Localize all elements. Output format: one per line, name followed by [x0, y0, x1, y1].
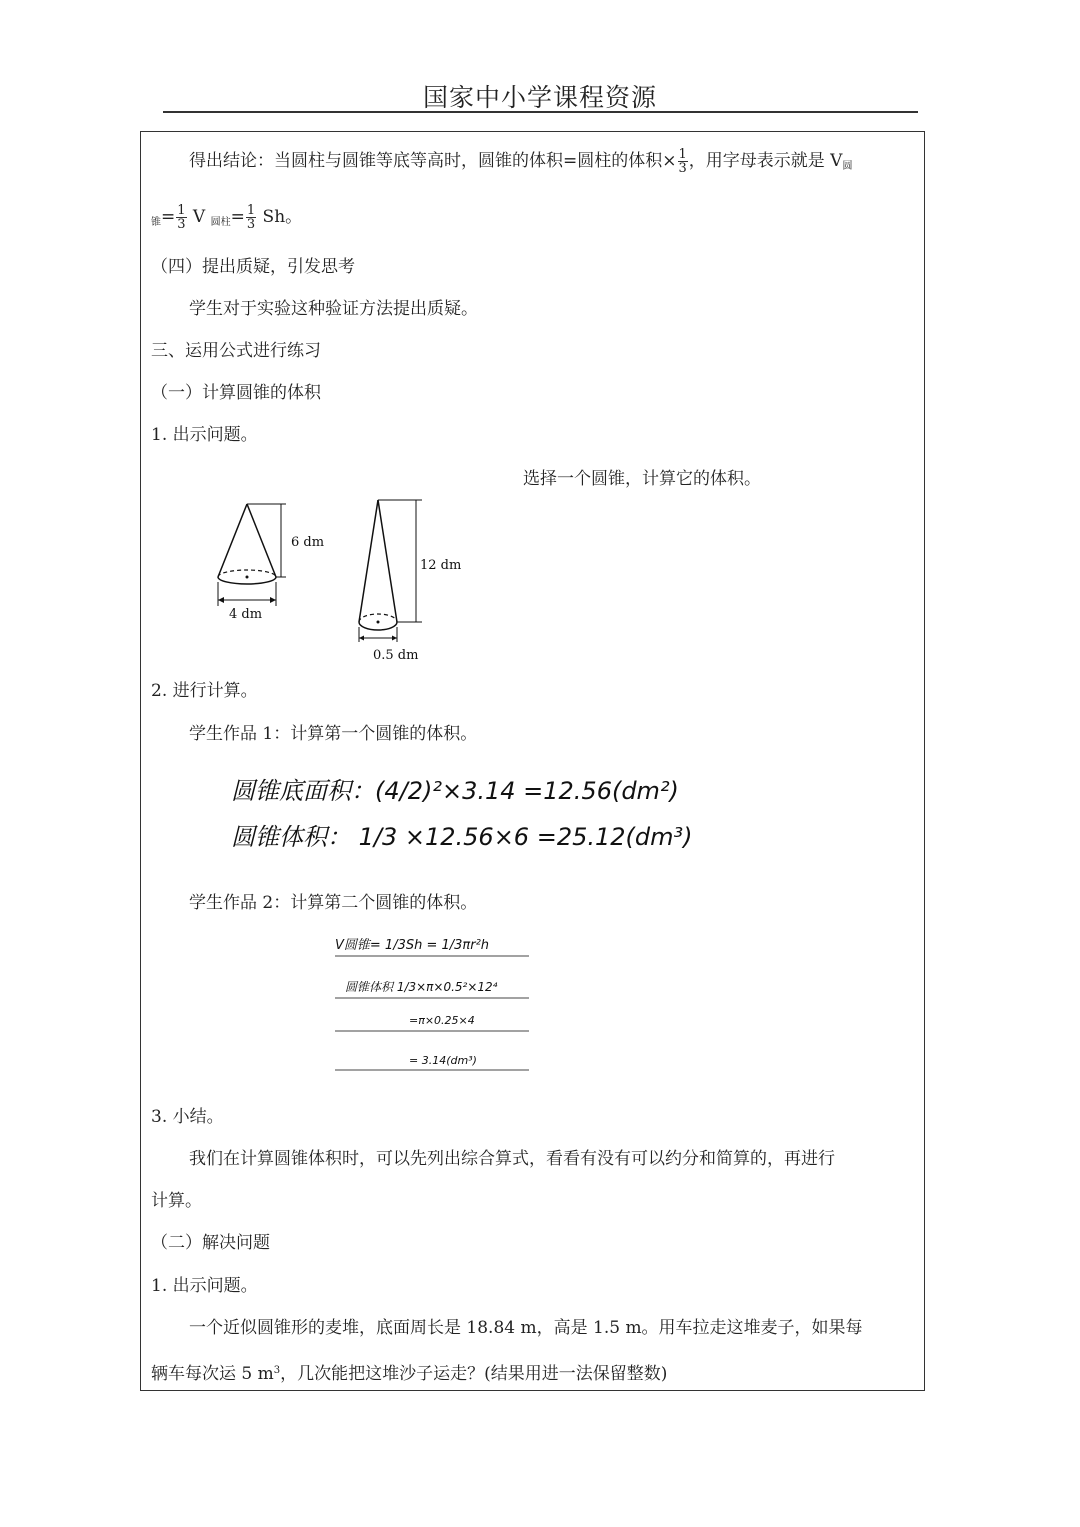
subscript-zhui: 锥 [151, 217, 161, 228]
problem-line-2: 辆车每次运 5 $m^3$，几次能把这堆沙子运走？(结果用进一法保留整数) [151, 1364, 668, 1384]
cone-1-diameter-label: 4 dm [229, 607, 263, 622]
cones-figure [196, 492, 486, 672]
student-work-2-handwriting [331, 927, 541, 1082]
conclusion-line-2: $_锥$= $\frac{1}{3}$ V $_{圆柱}$= $\frac{1}{3}$ Sh。 [151, 203, 303, 232]
page-header-title: 国家中小学课程资源 [422, 83, 657, 112]
subsection-1-title: （一）计算圆锥的体积 [151, 383, 321, 403]
student-work-2-caption: 学生作品 2：计算第二个圆锥的体积。 [189, 893, 478, 913]
work-2-line-3: =π×0.25×4 [409, 1014, 475, 1027]
conclusion-line-1 [189, 148, 852, 180]
problem-prompt: 选择一个圆锥，计算它的体积。 [523, 469, 761, 489]
fraction-one-third: $\frac{1}{3}$ [177, 203, 186, 232]
part-3-title: 三、运用公式进行练习 [151, 341, 321, 361]
summary-line-2: 计算。 [151, 1191, 202, 1211]
student-work-1-caption: 学生作品 1：计算第一个圆锥的体积。 [189, 724, 478, 744]
work-2-line-2: 圆锥体积 1/3×π×0.5²×12⁴ [345, 980, 498, 994]
fraction-one-third: $\frac{1}{3}$ [678, 147, 687, 176]
summary-line-1: 我们在计算圆锥体积时，可以先列出综合算式，看看有没有可以约分和简算的，再进行 [189, 1149, 835, 1169]
header-divider [163, 111, 918, 113]
student-work-1-handwriting [226, 762, 746, 862]
work-1-line-2: 圆锥体积： 1/3 ×12.56×6 =25.12(dm³) [231, 823, 693, 851]
work-2-line-1: V圆锥= 1/3Sh = 1/3πr²h [335, 938, 490, 953]
item-2-calculate: 2. 进行计算。 [151, 681, 258, 701]
cone-2-diameter-label: 0.5 dm [373, 648, 419, 663]
lesson-content-box [140, 131, 925, 1391]
item-3-summary: 3. 小结。 [151, 1107, 224, 1127]
section-4-title: （四）提出质疑，引发思考 [151, 257, 355, 277]
section-4-body: 学生对于实验这种验证方法提出质疑。 [189, 299, 478, 319]
subscript-cylinder: 圆柱 [210, 217, 231, 228]
item-1-show-problem: 1. 出示问题。 [151, 425, 258, 445]
work-2-line-4: = 3.14(dm³) [409, 1054, 477, 1067]
problem-line-1: 一个近似圆锥形的麦堆，底面周长是 18.84 m，高是 1.5 m。用车拉走这堆麦子，如果每 [189, 1318, 863, 1338]
cone-2 [359, 500, 461, 663]
conclusion-text: 得出结论：当圆柱与圆锥等底等高时，圆锥的体积=圆柱的体积× [189, 151, 677, 171]
cone-1 [218, 504, 324, 622]
fraction-one-third: $\frac{1}{3}$ [246, 203, 256, 232]
cone-2-height-label: 12 dm [420, 558, 462, 573]
subscript-yuan: 圆 [842, 161, 853, 172]
cone-1-height-label: 6 dm [291, 535, 325, 550]
subsection-2-title: （二）解决问题 [151, 1233, 270, 1253]
conclusion-formula-lead: ，用字母表示就是 V [688, 151, 843, 171]
cubic-superscript: 3 [273, 1365, 281, 1376]
work-1-line-1: 圆锥底面积：(4/2)²×3.14 =12.56(dm²) [231, 777, 679, 805]
item-1b-show-problem: 1. 出示问题。 [151, 1276, 258, 1296]
